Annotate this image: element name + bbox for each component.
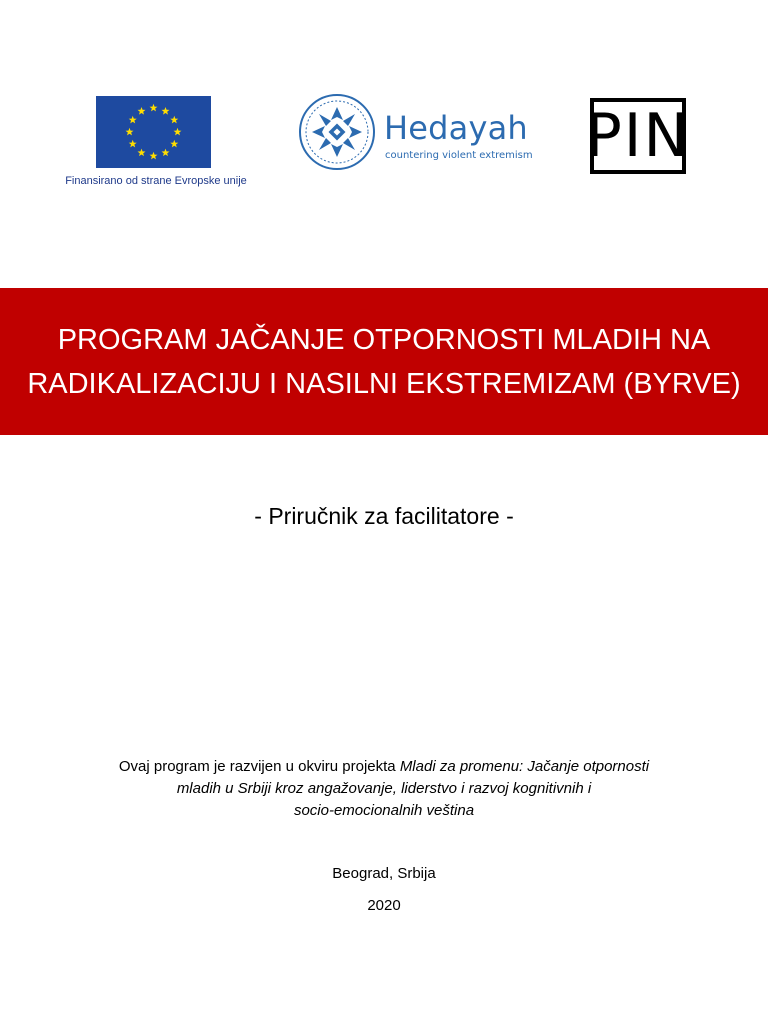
- eu-star: [150, 152, 158, 160]
- logo-row: [0, 0, 768, 200]
- eu-star: [138, 149, 146, 157]
- eu-star: [129, 116, 137, 124]
- document-subtitle: - Priručnik za facilitatore -: [254, 503, 514, 529]
- eu-stars: [96, 96, 211, 168]
- eu-caption: Finansirano od strane Evropske unije: [65, 175, 247, 187]
- eu-star: [170, 116, 178, 124]
- title-line-1: PROGRAM JAČANJE OTPORNOSTI MLADIH NA: [57, 323, 711, 356]
- title-line-2: RADIKALIZACIJU I NASILNI EKSTREMIZAM (BYRVE): [27, 367, 741, 400]
- project-name-line-2: mladih u Srbiji kroz angažovanje, liderstvo i razvoj kognitivnih i: [176, 780, 592, 797]
- publication-location: Beograd, Srbija: [332, 865, 436, 882]
- eu-star: [162, 107, 170, 115]
- eu-star: [170, 140, 178, 148]
- eu-star: [150, 104, 158, 112]
- hedayah-logo: [298, 93, 533, 173]
- project-name-line-3: socio-emocionalnih veština: [293, 802, 475, 819]
- project-name-line-1: Mladi za promenu: Jačanje otpornosti: [399, 758, 650, 775]
- hedayah-tagline: countering violent extremism: [385, 150, 533, 161]
- eu-flag-icon: [96, 96, 211, 168]
- hedayah-name: Hedayah: [384, 109, 528, 147]
- program-note-intro: Ovaj program je razvijen u okviru projekta: [118, 758, 400, 775]
- eu-star: [129, 140, 137, 148]
- program-note: [60, 756, 708, 822]
- eu-star: [126, 128, 134, 136]
- eu-star: [138, 107, 146, 115]
- hedayah-emblem-icon: [298, 93, 376, 171]
- eu-star: [174, 128, 182, 136]
- eu-star: [162, 149, 170, 157]
- title-banner: [0, 288, 768, 435]
- publication-year: 2020: [367, 897, 401, 914]
- pin-logo: PIN: [590, 98, 686, 174]
- document-title: [14, 318, 754, 406]
